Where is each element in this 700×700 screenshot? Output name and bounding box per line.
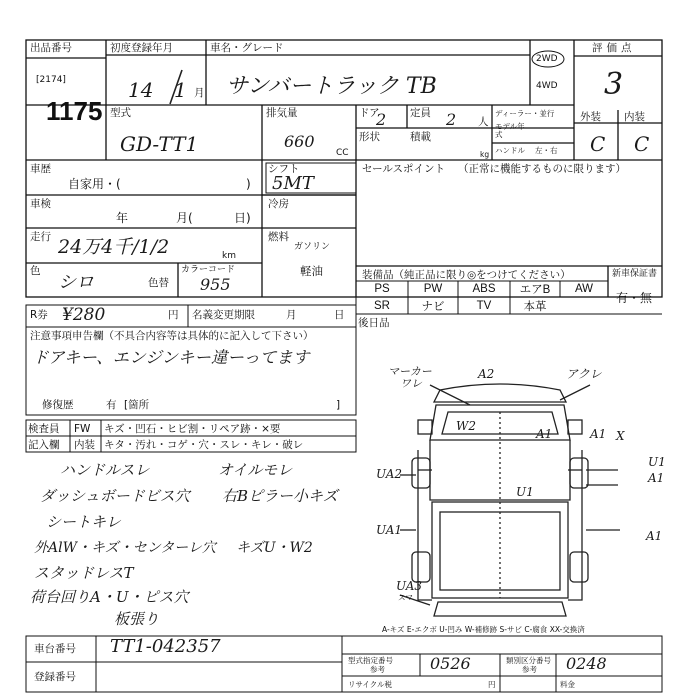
hw-line-7: スタッドレスT [34,564,134,582]
r-unit: 円 [168,309,179,321]
hw-line-2: ダッシュボードビス穴 [40,487,190,505]
equipment-header: 装備品（純正品に限り◎をつけてください） [362,269,571,281]
fuel-label: 燃料 [268,231,289,243]
lot-label: 出品番号 [30,42,72,54]
shape-label: 形状 [359,131,380,143]
model-label: 車名・グレード [210,42,284,54]
hw-line-5: 外AlW・キズ・センターレ穴 [34,540,216,556]
reg-value: 14 [128,78,154,102]
inspect-month: 月( [176,211,193,225]
equip-aw[interactable]: AW [574,283,594,295]
disp-value: 660 [284,132,315,151]
diag-marker-ware: ワレ [400,377,422,390]
mileage-label: 走行 [30,231,51,243]
score-value: 3 [604,67,624,102]
notes-text: ドアキー、エンジンキー違ーってます [32,348,310,367]
reg-no-label: 登録番号 [34,671,76,683]
repair-loc: [箇所 [124,399,150,411]
type-cert-label: 型式指定番号 [348,656,393,665]
int-items: キタ・汚れ・コゲ・穴・スレ・キレ・破レ [104,439,304,451]
equip-abs[interactable]: ABS [472,283,496,295]
diag-label-3: X [616,429,625,443]
load-label: 積載 [410,131,431,143]
class-label: 類別区分番号 [506,656,551,665]
chassis-label: 車台番号 [34,643,76,655]
mileage-unit: km [222,251,236,261]
inspect-label: 車検 [30,198,51,210]
diag-label-10: UA3 [396,579,423,593]
diag-label-11: スマ [398,593,413,602]
cap-label: 定員 [410,107,431,119]
repair-close: ] [336,399,341,411]
new-warranty-value: 有・無 [616,291,653,305]
disp-label: 排気量 [266,107,298,119]
door-value: 2 [376,110,387,129]
color-code-label: カラーコード [181,265,236,275]
diag-a2-top: A2 [478,367,495,381]
hw-line-9: 板張り [114,610,160,628]
mileage-value: 24万4千/1/2 [58,236,170,258]
diag-label-0: W2 [456,419,476,433]
sales-point-label: セールスポイント [362,163,446,175]
dealer-label: ディーラー・並行 [495,109,555,118]
history-value: 自家用・( [68,177,121,191]
inspect-year: 年 [116,211,129,225]
hw-line-3: 右Bピラー小キズ [222,487,338,505]
equip-tv[interactable]: TV [476,299,492,312]
ryo-label: 料金 [560,680,575,689]
handle-label: ハンドル [495,146,525,155]
diagram-legend: A-キズ E-エクボ U-凹み W-補修跡 S-サビ C-腐食 XX-交換済 [382,625,585,634]
equip-pw[interactable]: PW [423,283,443,295]
diag-label-4: UA2 [376,467,403,481]
color-code-value: 955 [200,275,231,294]
repair-label: 修復歴 [42,399,74,411]
diag-label-8: UA1 [376,523,403,537]
model-year-label: モデル年式 [495,122,525,139]
diag-akure: アクレ [566,367,602,381]
tax-unit: 円 [488,680,496,689]
post-label: 後日品 [358,317,390,329]
color-label: 色 [30,265,41,277]
type-cert-ref: 参考 [370,665,385,674]
ac-label: 冷房 [268,198,289,210]
equip-airbag[interactable]: エアB [519,284,551,296]
reg-label: 初度登録年月 [110,42,173,54]
shift-label: シフト [268,163,300,175]
door-label: ドア [359,107,380,119]
class-ref: 参考 [522,665,537,674]
meigi-day: 日 [334,309,345,321]
tax-label: リサイクル税 [348,680,392,689]
new-warranty-label: 新車保証書 [612,269,658,279]
entry-label: 記入欄 [28,439,60,451]
diag-label-7: U1 [648,455,666,469]
fw-items: キズ・凹石・ヒビ割・リペア跡・×要 [104,423,281,435]
color-value: シロ [58,272,94,293]
diag-label-5: U1 [516,485,534,499]
cap-unit: 人 [478,116,489,128]
int-value: C [634,132,650,156]
inspect-day: 日) [234,211,251,225]
shift-value: 5MT [272,173,314,194]
equip-ps[interactable]: PS [374,283,390,295]
fuel-light: 軽油 [300,264,323,278]
drive-2wd: 2WD [536,54,558,64]
notes-label: 注意事項申告欄（不具合内容等は具体的に記入して下さい） [30,330,314,342]
load-unit: kg [480,150,490,159]
reg-month-unit: 月 [194,87,205,99]
equip-sr[interactable]: SR [374,299,390,312]
int-label: 内装 [624,111,645,123]
diag-label-2: A1 [590,427,607,441]
int-insp-label: 内装 [74,439,95,451]
diag-label-6: A1 [648,471,665,485]
type-cert-value: 0526 [430,654,471,673]
hw-line-0: ハンドルスレ [60,461,150,479]
score-label: 評価点 [592,42,636,54]
type-value: GD-TT1 [120,132,199,156]
repair-has: 有 [106,399,117,411]
equip-leather[interactable]: 本革 [523,300,547,313]
hw-line-6: キズU・W2 [236,540,313,556]
meigi-month: 月 [286,309,297,321]
chassis-value: TT1-042357 [110,636,221,657]
handle-opts: 左・右 [535,146,558,155]
color-no-label: 色替 [148,277,169,289]
r-label: R券 [30,309,48,321]
equip-navi[interactable]: ナビ [421,300,445,313]
model-value: サンバートラック TB [226,74,437,99]
history-label: 車歴 [30,163,51,175]
lot-number: 1175 [46,96,103,126]
inspector-label: 検査員 [28,423,60,435]
lot-sub: [2174] [36,75,66,85]
drive-4wd: 4WD [536,81,558,91]
reg-month: 1 [174,78,187,102]
fw-label: FW [74,423,91,435]
diag-marker: マーカー [388,365,432,378]
cap-value: 2 [446,110,457,129]
meigi-label: 名義変更期限 [192,309,255,321]
history-close: ) [246,177,251,191]
ext-value: C [590,132,606,156]
hw-line-4: シートキレ [46,513,121,531]
ext-label: 外装 [580,111,601,123]
type-label: 型式 [110,107,131,119]
disp-unit: CC [336,148,349,158]
hw-line-1: オイルモレ [218,461,293,479]
sales-point-note: （正常に機能するものに限ります） [458,163,626,175]
r-value: ¥280 [62,305,106,325]
fuel-gas: ガソリン [294,242,331,252]
class-value: 0248 [566,654,607,673]
diag-label-9: A1 [646,529,663,543]
hw-line-8: 荷台回りA・U・ピス穴 [30,588,189,606]
diag-label-1: A1 [536,427,553,441]
